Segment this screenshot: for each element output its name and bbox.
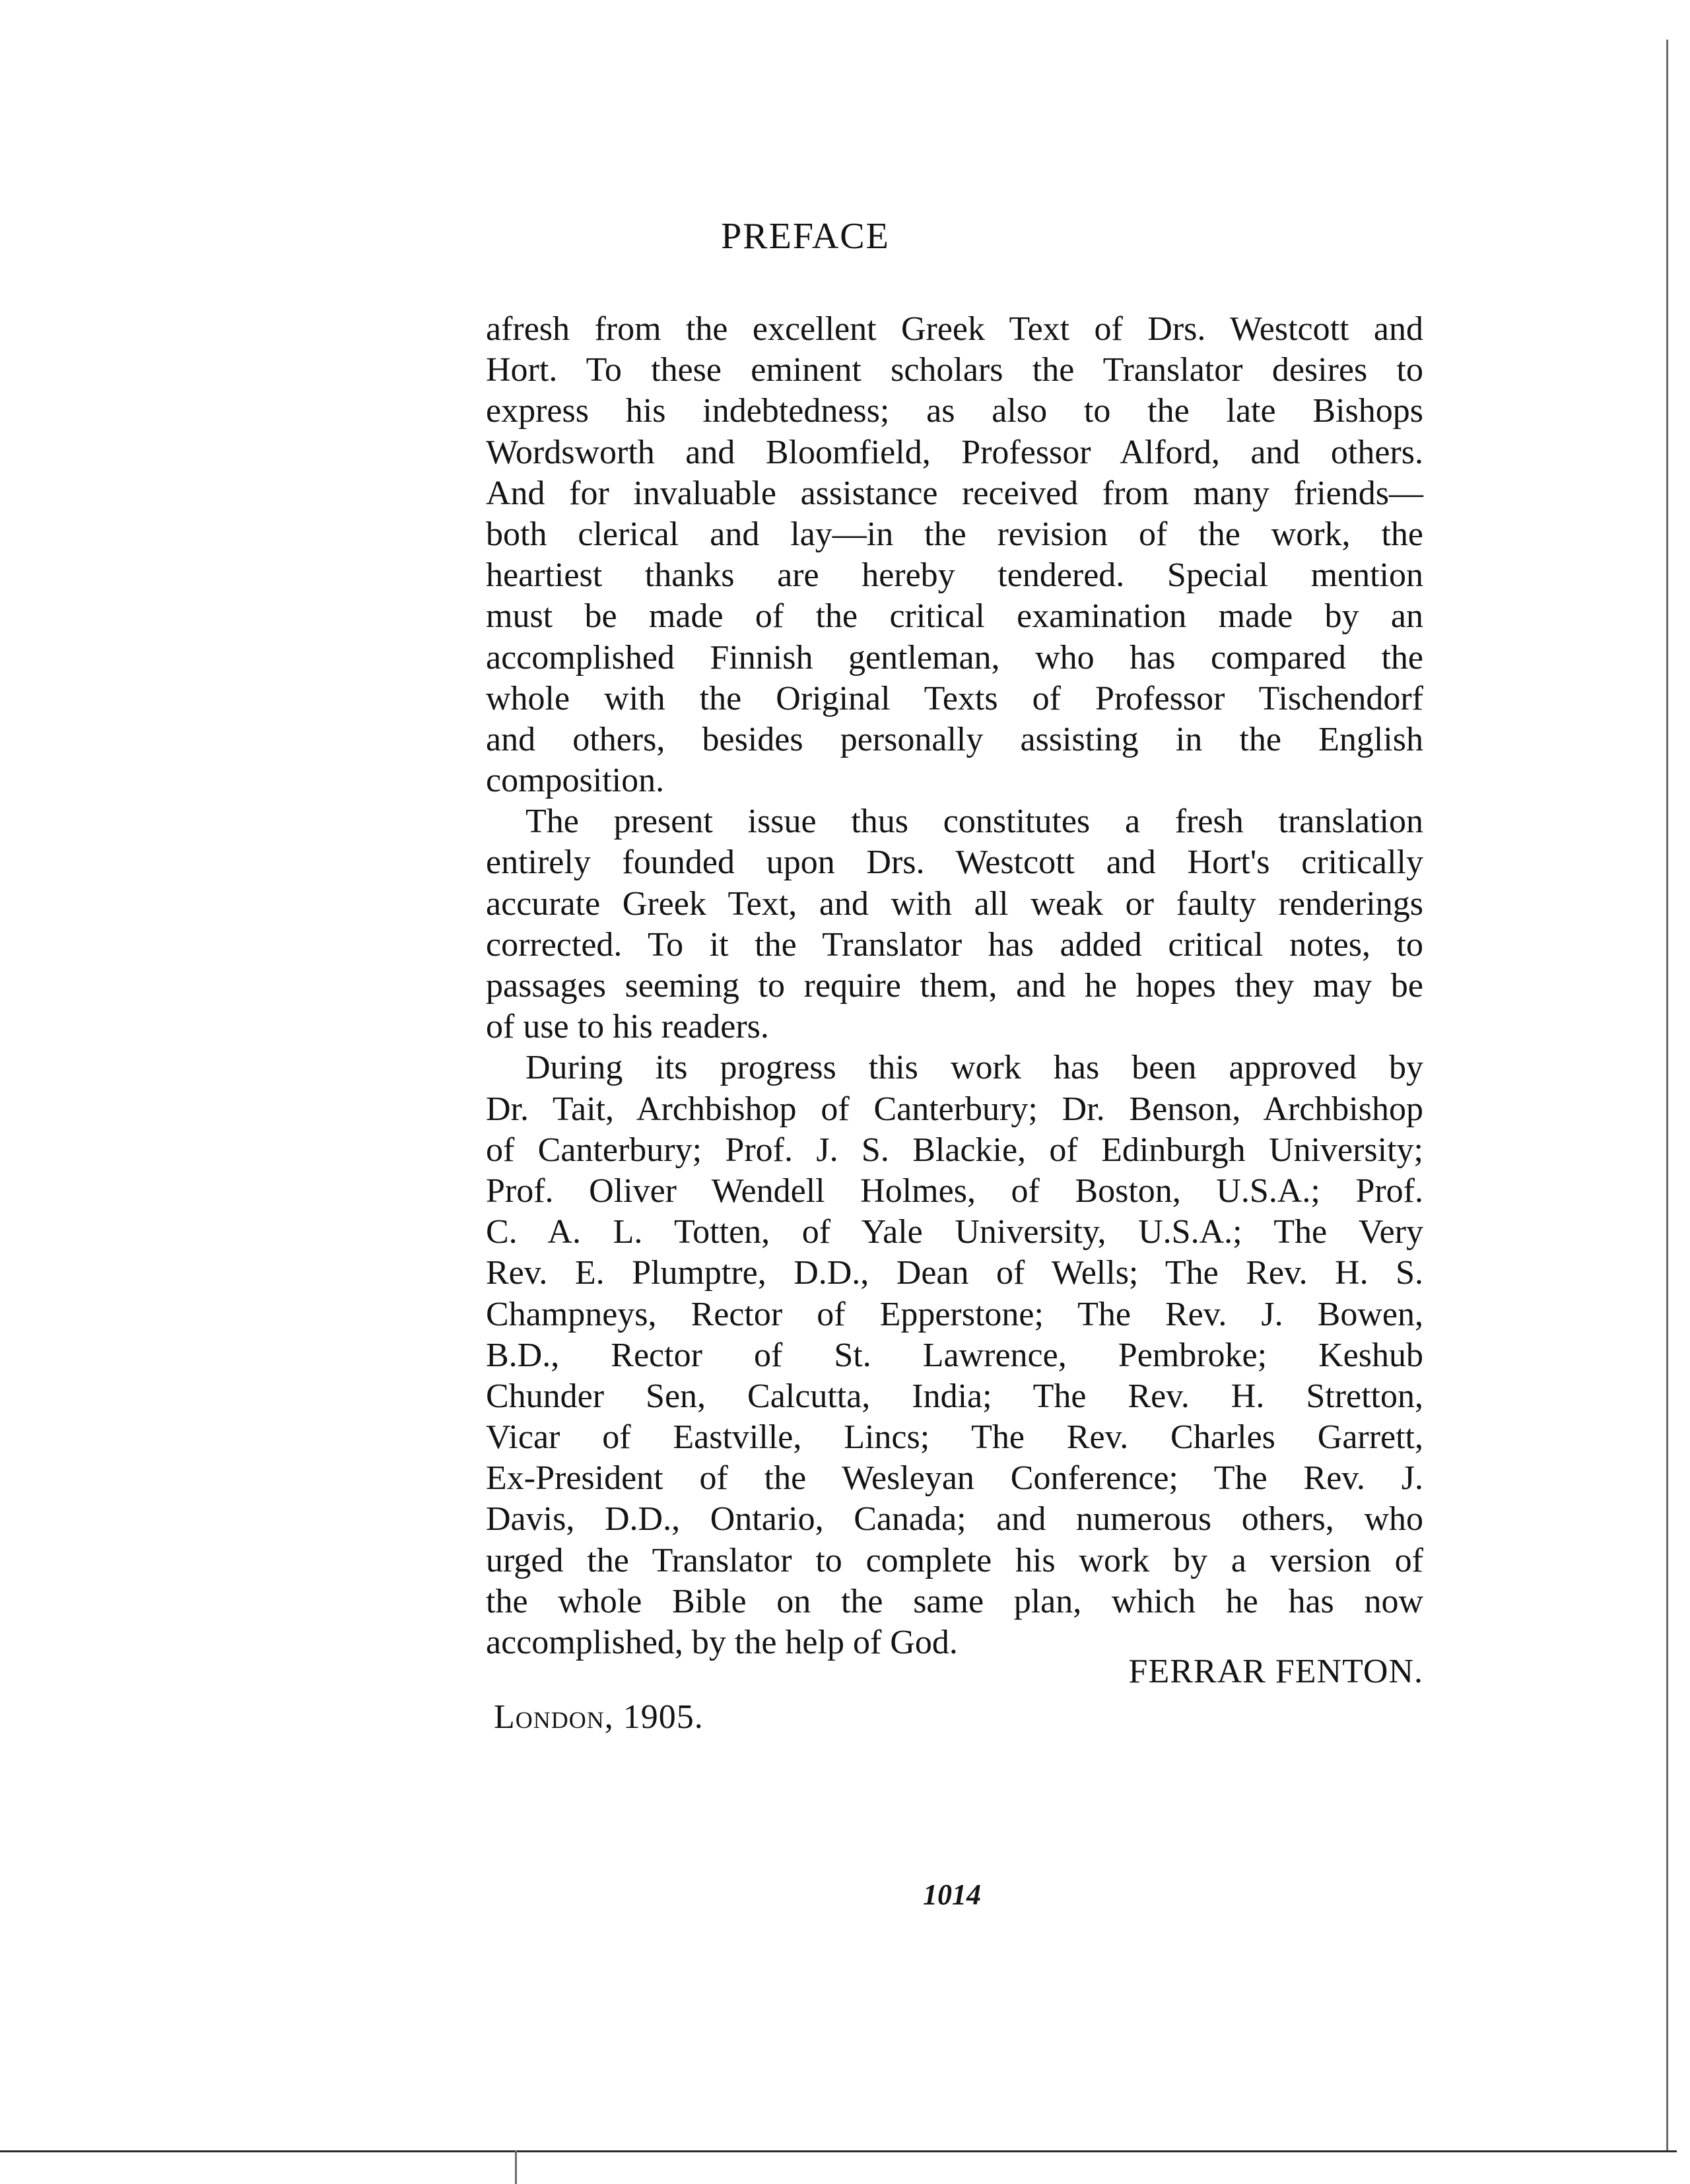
- text-line: C. A. L. Totten, of Yale University, U.S.A.; The Very: [486, 1213, 1423, 1251]
- text-line: accomplished, by the help of God.: [486, 1624, 958, 1661]
- text-line: passages seeming to require them, and he hopes they may be: [486, 967, 1423, 1005]
- preface-body: [486, 309, 1423, 1663]
- text-line: Chunder Sen, Calcutta, India; The Rev. H. Stretton,: [486, 1377, 1423, 1415]
- text-line: Vicar of Eastville, Lincs; The Rev. Charles Garrett,: [486, 1418, 1423, 1457]
- text-line: of Canterbury; Prof. J. S. Blackie, of Edinburgh University;: [486, 1131, 1423, 1169]
- text-line: must be made of the critical examination made by an: [486, 597, 1423, 636]
- page-edge-right: [1666, 40, 1668, 2152]
- text-line: of use to his readers.: [486, 1008, 769, 1046]
- text-line: Rev. E. Plumptre, D.D., Dean of Wells; The Rev. H. S.: [486, 1254, 1423, 1292]
- text-line: afresh from the excellent Greek Text of Drs. Westcott and: [486, 310, 1423, 348]
- text-line: urged the Translator to complete his work by a version of: [486, 1541, 1423, 1579]
- text-line: B.D., Rector of St. Lawrence, Pembroke; Keshub: [486, 1336, 1423, 1374]
- text-line: corrected. To it the Translator has added critical notes, to: [486, 925, 1423, 964]
- page-edge-bottom: [0, 2150, 1677, 2152]
- text-line: accomplished Finnish gentleman, who has compared the: [486, 638, 1423, 677]
- text-line: And for invaluable assistance received from many friends—: [486, 474, 1423, 512]
- text-line: Wordsworth and Bloomfield, Professor Alford, and others.: [486, 433, 1423, 471]
- text-line: Champneys, Rector of Epperstone; The Rev. J. Bowen,: [486, 1295, 1423, 1333]
- text-line: composition.: [486, 762, 665, 800]
- text-line: During its progress this work has been approved by: [525, 1049, 1423, 1087]
- text-line: Dr. Tait, Archbishop of Canterbury; Dr. Benson, Archbishop: [486, 1090, 1423, 1128]
- text-line: heartiest thanks are hereby tendered. Special mention: [486, 556, 1423, 595]
- text-line: The present issue thus constitutes a fresh translation: [525, 803, 1423, 841]
- text-line: Prof. Oliver Wendell Holmes, of Boston, U.S.A.; Prof.: [486, 1172, 1423, 1210]
- text-line: both clerical and lay—in the revision of the work, the: [486, 515, 1423, 553]
- text-line: whole with the Original Texts of Professor Tischendorf: [486, 679, 1423, 717]
- author-signature: FERRAR FENTON.: [1128, 1653, 1423, 1690]
- page-number: 1014: [923, 1878, 981, 1911]
- scan-edge-mark: [515, 2150, 517, 2184]
- text-line: express his indebtedness; as also to the late Bishops: [486, 392, 1423, 430]
- text-line: accurate Greek Text, and with all weak or faulty renderings: [486, 884, 1423, 923]
- text-line: Hort. To these eminent scholars the Translator desires to: [486, 351, 1423, 389]
- text-line: entirely founded upon Drs. Westcott and Hort's critically: [486, 844, 1423, 882]
- text-line: and others, besides personally assisting in the English: [486, 720, 1423, 758]
- text-line: Ex-President of the Wesleyan Conference; The Rev. J.: [486, 1459, 1423, 1498]
- place-date: London, 1905.: [494, 1698, 704, 1736]
- text-line: the whole Bible on the same plan, which he has now: [486, 1582, 1423, 1620]
- text-line: Davis, D.D., Ontario, Canada; and numerous others, who: [486, 1500, 1423, 1539]
- page-title: PREFACE: [721, 216, 890, 257]
